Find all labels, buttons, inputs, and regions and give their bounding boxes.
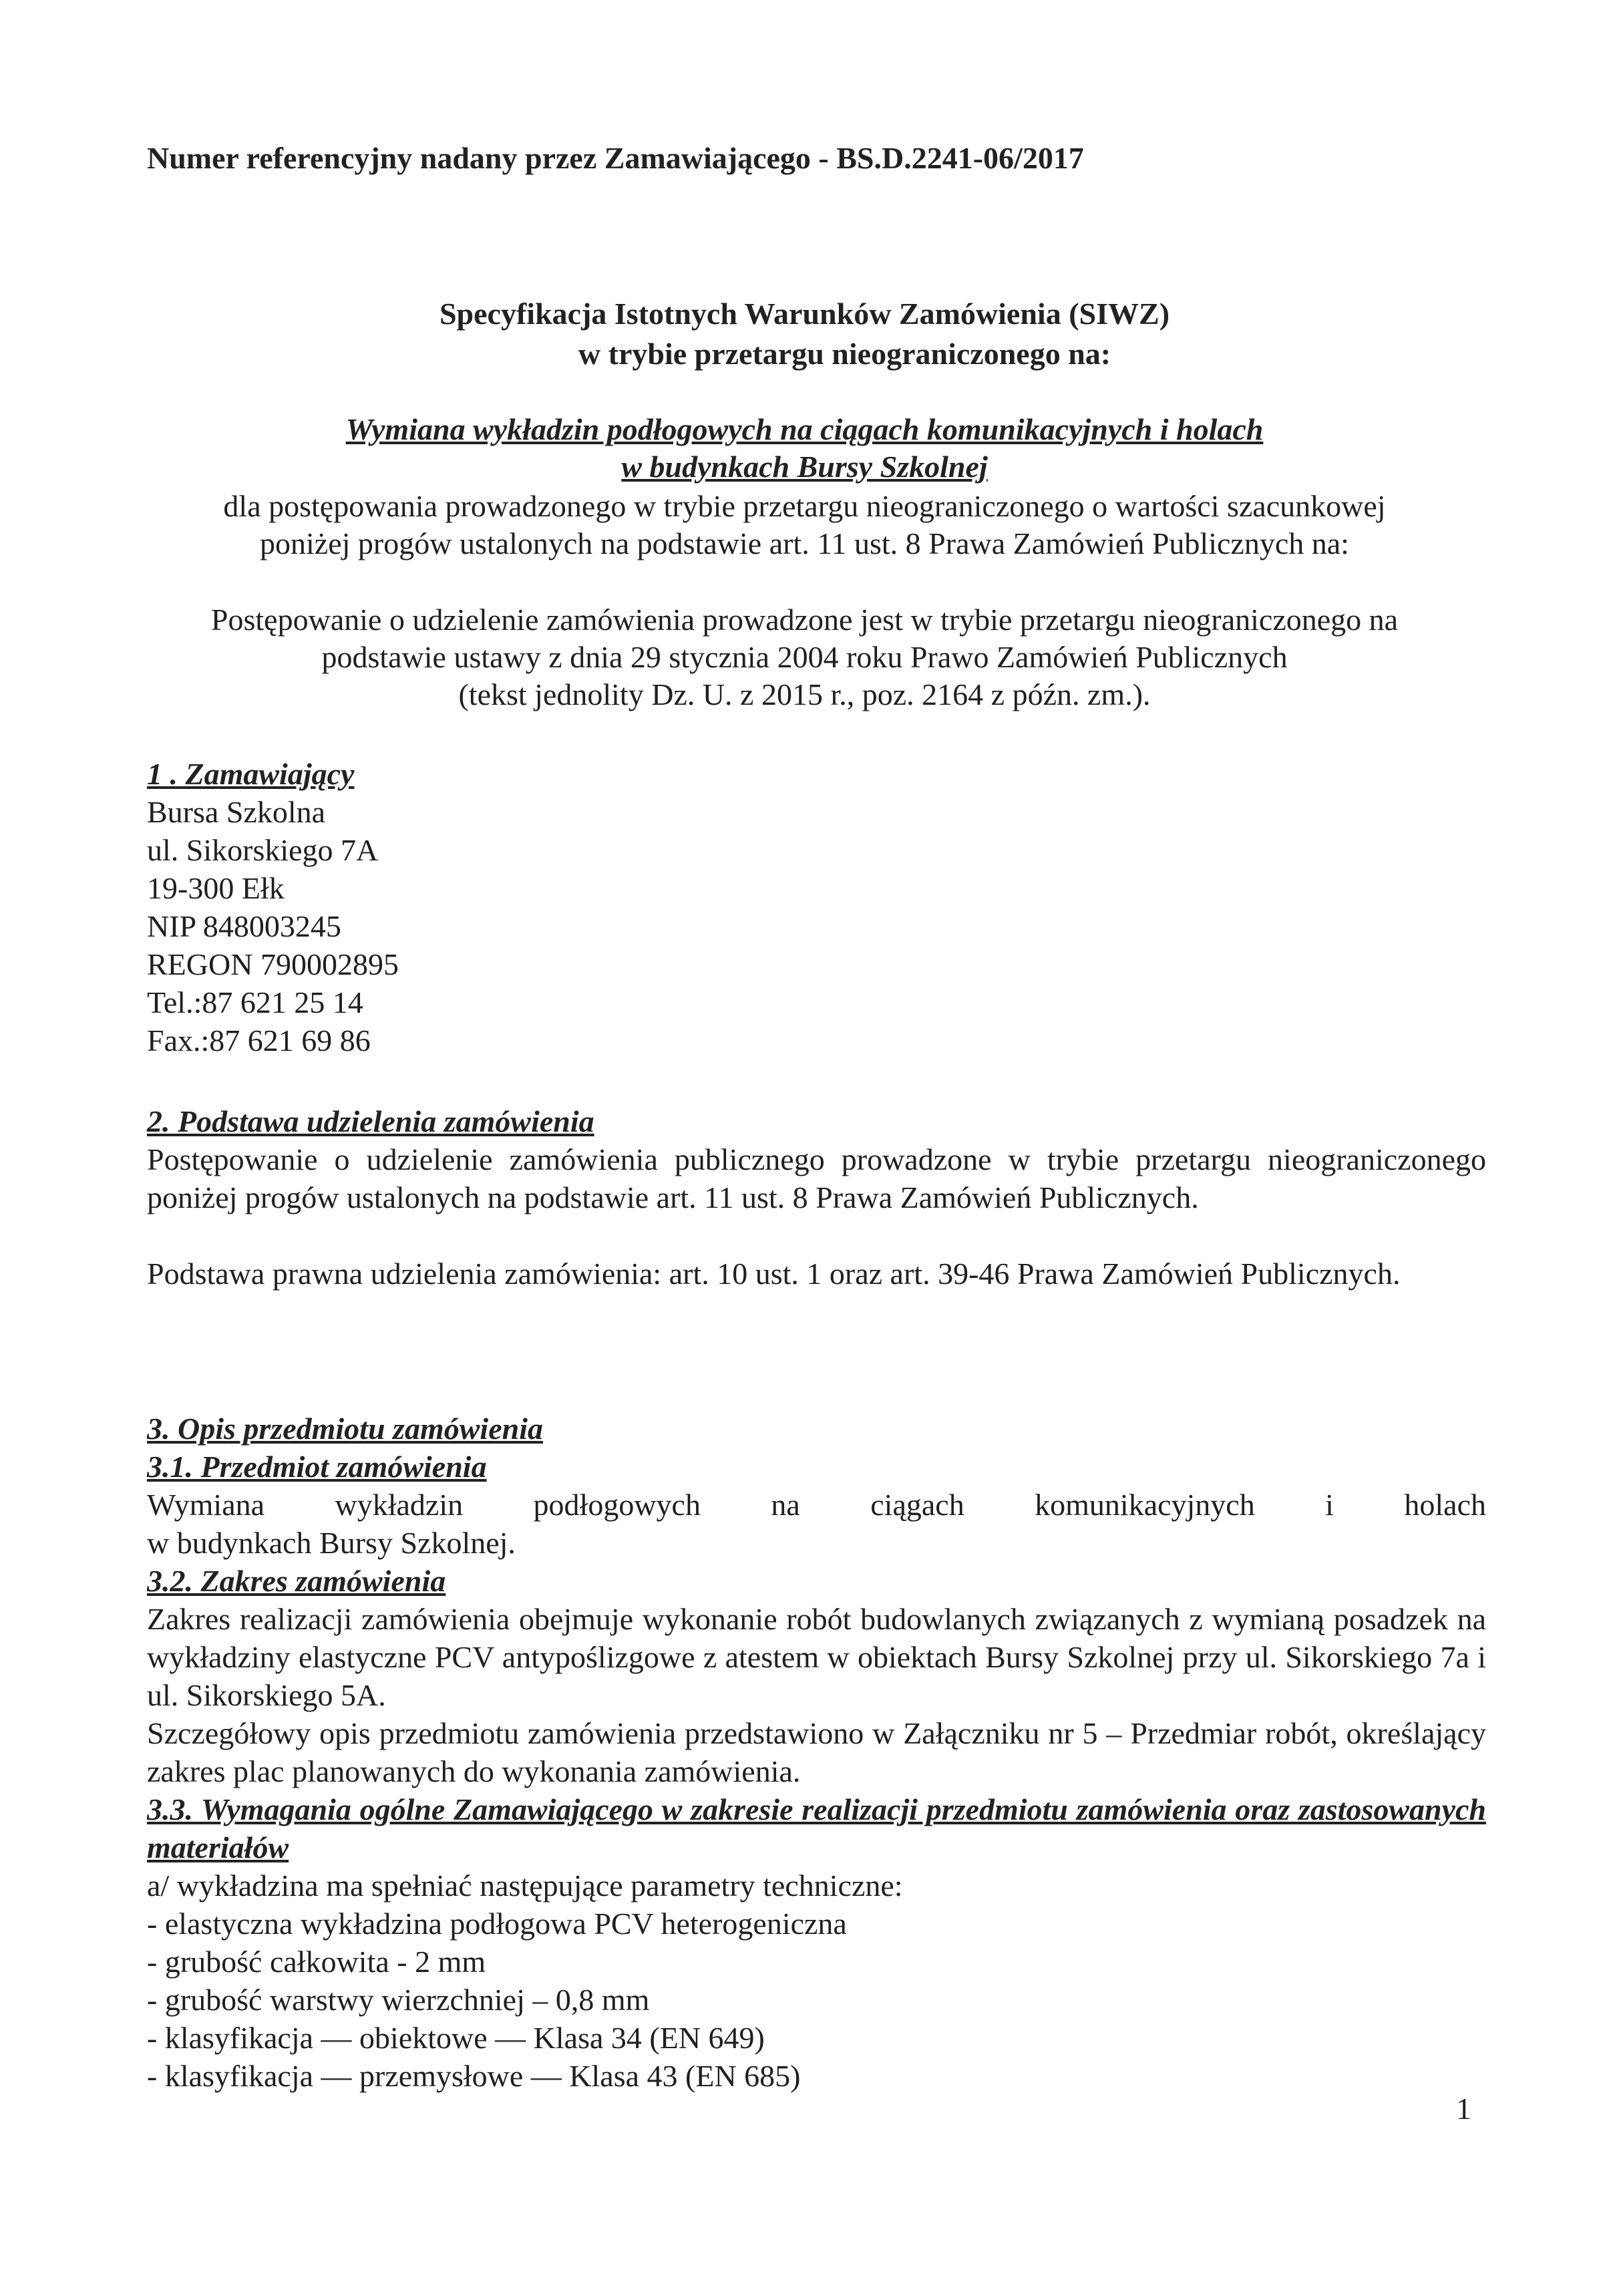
subject-line-1: Wymiana wykładzin podłogowych na ciągach komunikacyjnych i holach bbox=[345, 412, 1264, 446]
subsection-3-3-heading: 3.3. Wymagania ogólne Zamawiającego w zakresie realizacji przedmiotu zamówienia oraz zastosowanych materiałów bbox=[147, 1792, 1486, 1864]
requirement-line: - klasyfikacja — przemysłowe — Klasa 43 (EN 685) bbox=[147, 2059, 801, 2093]
subsection-3-1-line-2: w budynkach Bursy Szkolnej. bbox=[147, 1526, 516, 1560]
contact-line: REGON 790002895 bbox=[147, 947, 399, 981]
title-line-1: Specyfikacja Istotnych Warunków Zamówienia (SIWZ) bbox=[439, 297, 1170, 331]
section-2-paragraph-1: Postępowanie o udzielenie zamówienia publicznego prowadzone w trybie przetargu nieograniczonego poniżej progów ustalonych na podstawie art. 11 ust. 8 Prawa Zamówień Publicznych. bbox=[147, 1142, 1486, 1214]
requirement-line: - elastyczna wykładzina podłogowa PCV heterogeniczna bbox=[147, 1907, 847, 1941]
section-2 bbox=[147, 1102, 1486, 1293]
intro-line-1: dla postępowania prowadzonego w trybie przetargu nieograniczonego o wartości szacunkowej bbox=[223, 489, 1386, 523]
contact-line: 19-300 Ełk bbox=[147, 871, 285, 905]
subject-line-2: w budynkach Bursy Szkolnej bbox=[621, 450, 988, 484]
requirement-line: - grubość warstwy wierzchniej – 0,8 mm bbox=[147, 1983, 650, 2017]
subsection-3-2-paragraph-2: Szczegółowy opis przedmiotu zamówienia przedstawiono w Załączniku nr 5 – Przedmiar robót, określający zakres plac planowanych do wykonania zamówienia. bbox=[147, 1716, 1486, 1788]
section-1 bbox=[147, 755, 1486, 1059]
procedure-line-3: (tekst jednolity Dz. U. z 2015 r., poz. 2164 z późn. zm.). bbox=[458, 677, 1151, 711]
contact-line: ul. Sikorskiego 7A bbox=[147, 833, 379, 867]
intro-line-2: poniżej progów ustalonych na podstawie art. 11 ust. 8 Prawa Zamówień Publicznych na: bbox=[260, 526, 1349, 560]
contact-line: NIP 848003245 bbox=[147, 909, 341, 943]
subsection-3-1-line-1: Wymiana wykładzin podłogowych na ciągach komunikacyjnych i holach bbox=[147, 1488, 1486, 1522]
subsection-3-2-heading: 3.2. Zakres zamówienia bbox=[147, 1564, 446, 1598]
section-3-heading: 3. Opis przedmiotu zamówienia bbox=[147, 1412, 543, 1446]
section-2-heading: 2. Podstawa udzielenia zamówienia bbox=[147, 1104, 594, 1138]
requirement-line: a/ wykładzina ma spełniać następujące parametry techniczne: bbox=[147, 1868, 903, 1903]
title-line-2: w trybie przetargu nieograniczonego na: bbox=[578, 337, 1111, 371]
document-title bbox=[0, 294, 1609, 374]
requirement-line: - klasyfikacja — obiektowe — Klasa 34 (EN 649) bbox=[147, 2021, 765, 2055]
contact-line: Bursa Szkolna bbox=[147, 795, 326, 829]
order-subject bbox=[0, 411, 1609, 486]
subsection-3-2-paragraph-1: Zakres realizacji zamówienia obejmuje wykonanie robót budowlanych związanych z wymianą posadzek na wykładziny elastyczne PCV antypoślizgowe z atestem w obiektach Bursy Szkolnej przy ul. Sikorskiego 7a i ul. Sikorskiego 5A. bbox=[147, 1602, 1486, 1712]
intro-text bbox=[134, 488, 1475, 562]
procedure-line-2: podstawie ustawy z dnia 29 stycznia 2004 roku Prawo Zamówień Publicznych bbox=[321, 640, 1288, 674]
procedure-text bbox=[134, 601, 1475, 713]
contact-line: Tel.:87 621 25 14 bbox=[147, 985, 363, 1019]
contact-line: Fax.:87 621 69 86 bbox=[147, 1023, 371, 1057]
section-2-paragraph-2: Podstawa prawna udzielenia zamówienia: art. 10 ust. 1 oraz art. 39-46 Prawa Zamówień Publicznych. bbox=[147, 1257, 1401, 1291]
subsection-3-1-heading: 3.1. Przedmiot zamówienia bbox=[147, 1450, 487, 1484]
page-number: 1 bbox=[1456, 2092, 1471, 2126]
section-3 bbox=[147, 1410, 1486, 2095]
procedure-line-1: Postępowanie o udzielenie zamówienia prowadzone jest w trybie przetargu nieograniczonego na bbox=[210, 603, 1399, 637]
requirement-line: - grubość całkowita - 2 mm bbox=[147, 1945, 486, 1979]
section-1-heading: 1 . Zamawiający bbox=[147, 757, 355, 791]
reference-number: Numer referencyjny nadany przez Zamawiającego - BS.D.2241-06/2017 bbox=[147, 141, 1084, 175]
